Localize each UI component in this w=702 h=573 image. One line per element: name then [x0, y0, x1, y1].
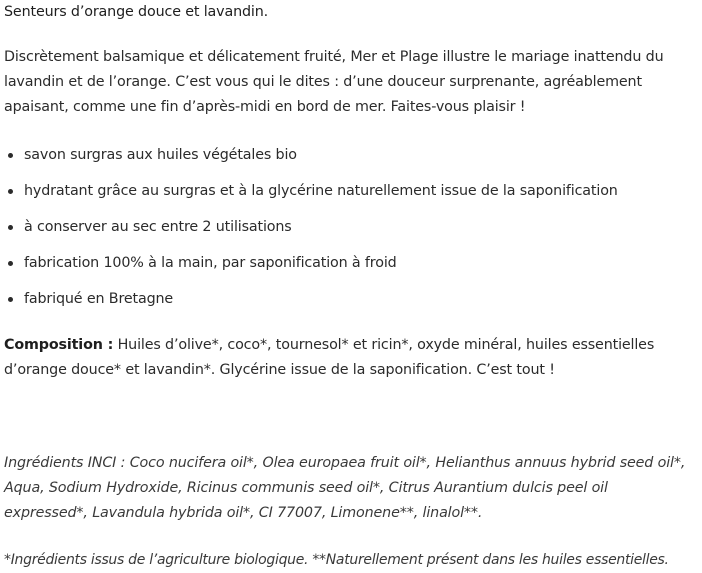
- list-item-text: savon surgras aux huiles végétales bio: [24, 147, 297, 163]
- bullet-icon: [8, 261, 13, 266]
- list-item: [4, 251, 694, 287]
- composition-text: Huiles d’olive*, coco*, tournesol* et ricin*, oxyde minéral, huiles essentielles d’orange douce* et lavandin*. Glycérine issue de la saponification. C’est tout !: [4, 337, 655, 378]
- composition-label: Composition :: [4, 337, 114, 353]
- bullet-icon: [8, 297, 13, 302]
- feature-list: [4, 143, 694, 323]
- tagline: Senteurs d’orange douce et lavandin.: [4, 4, 269, 20]
- inci-ingredients: Ingrédients INCI : Coco nucifera oil*, Olea europaea fruit oil*, Helianthus annuus hybrid seed oil*, Aqua, Sodium Hydroxide, Ricinus communis seed oil*, Citrus Aurantium dulcis peel oil expressed*, Lavandula hybrida oil*, CI 77007, Limonene**, linalol**.: [4, 455, 686, 521]
- list-item-text: hydratant grâce au surgras et à la glycérine naturellement issue de la saponification: [24, 183, 618, 199]
- list-item-text: à conserver au sec entre 2 utilisations: [24, 219, 292, 235]
- list-item: [4, 287, 694, 323]
- organic-footnote: *Ingrédients issus de l’agriculture biologique. **Naturellement présent dans les huiles essentielles.: [4, 552, 669, 568]
- bullet-icon: [8, 153, 13, 158]
- list-item: [4, 215, 694, 251]
- list-item: [4, 179, 694, 215]
- composition-paragraph: [4, 333, 694, 383]
- list-item: [4, 143, 694, 179]
- intro-paragraph: Discrètement balsamique et délicatement fruité, Mer et Plage illustre le mariage inattendu du lavandin et de l’orange. C’est vous qui le dites : d’une douceur surprenante, agréablement apaisant, comme une fin d’après-midi en bord de mer. Faites-vous plaisir !: [4, 49, 664, 115]
- list-item-text: fabriqué en Bretagne: [24, 291, 174, 307]
- bullet-icon: [8, 189, 13, 194]
- list-item-text: fabrication 100% à la main, par saponification à froid: [24, 255, 397, 271]
- bullet-icon: [8, 225, 13, 230]
